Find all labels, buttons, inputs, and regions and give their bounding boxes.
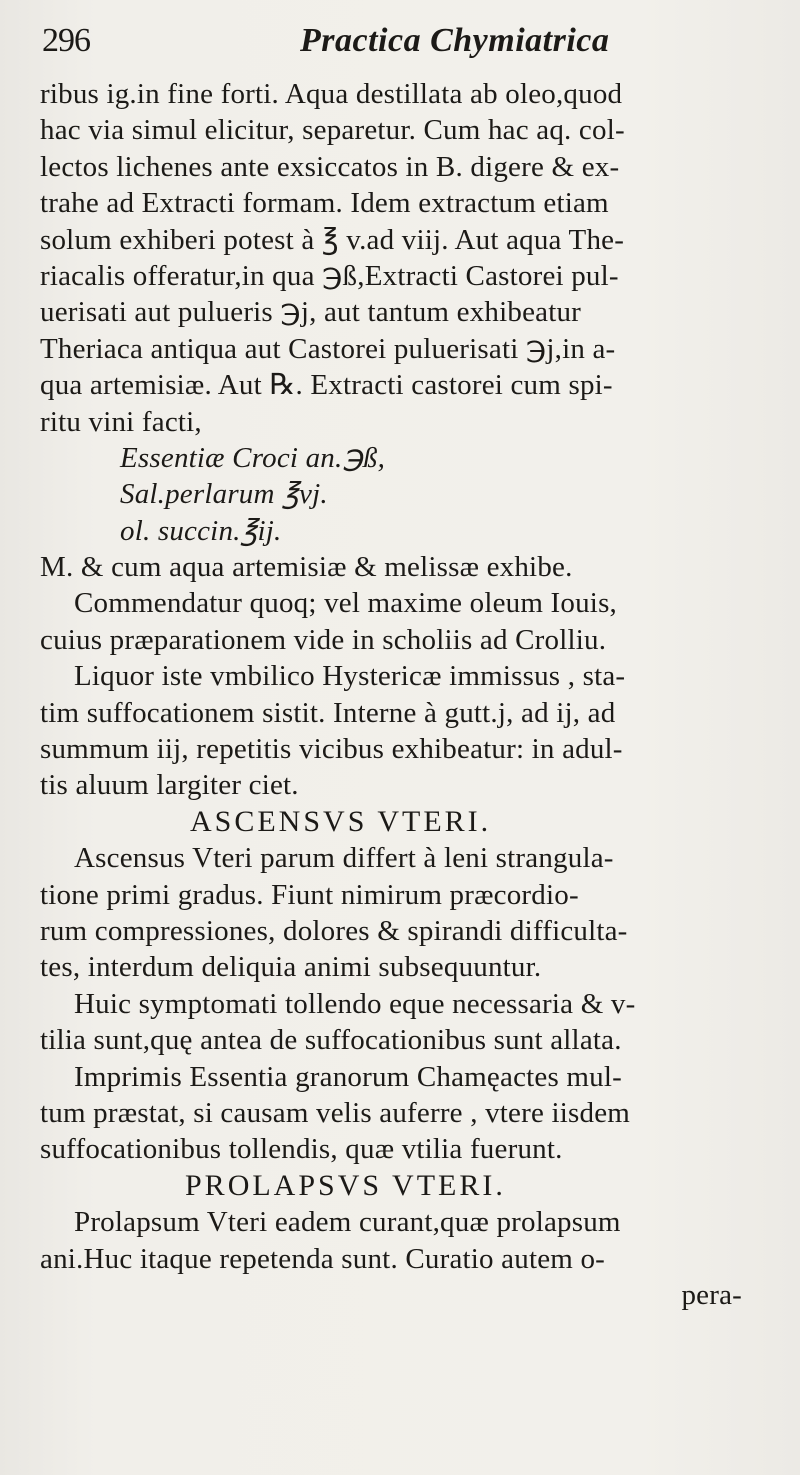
text-line: Ascensus Vteri parum differt à leni strangula- bbox=[74, 842, 614, 875]
text-line: Imprimis Essentia granorum Chamęactes mul- bbox=[74, 1060, 622, 1093]
text-line: M. & cum aqua artemisiæ & melissæ exhibe. bbox=[40, 551, 573, 584]
recipe-line: Sal.perlarum ℥vj. bbox=[120, 478, 328, 511]
text-line: tis aluum largiter ciet. bbox=[40, 769, 299, 802]
text-line: Liquor iste vmbilico Hystericæ immissus , sta- bbox=[74, 660, 626, 693]
text-line: Commendatur quoq; vel maxime oleum Iouis, bbox=[74, 587, 618, 620]
text-line: tes, interdum deliquia animi subsequuntur. bbox=[40, 951, 542, 984]
recipe-line: Essentiæ Croci an.℈ß, bbox=[120, 441, 386, 474]
recipe-line: ol. succin.℥ij. bbox=[120, 514, 282, 547]
text-line: riacalis offeratur,in qua ℈ß,Extracti Castorei pul- bbox=[40, 259, 619, 292]
catchword: pera- bbox=[681, 1278, 742, 1311]
text-line: tum præstat, si causam velis auferre , vtere iisdem bbox=[40, 1096, 631, 1129]
text-line: uerisati aut pulueris ℈j, aut tantum exhibeatur bbox=[40, 296, 582, 329]
text-line: suffocationibus tollendis, quæ vtilia fuerunt. bbox=[40, 1133, 563, 1166]
text-line: Theriaca antiqua aut Castorei puluerisati ℈j,in a- bbox=[40, 332, 616, 365]
text-line: ritu vini facti, bbox=[40, 405, 202, 438]
body-text bbox=[40, 76, 780, 1313]
text-line: cuius præparationem vide in scholiis ad Crolliu. bbox=[40, 623, 607, 656]
running-title: Practica Chymiatrica bbox=[300, 22, 610, 59]
text-line: trahe ad Extracti formam. Idem extractum etiam bbox=[40, 187, 609, 220]
text-line: tione primi gradus. Fiunt nimirum præcordio- bbox=[40, 878, 579, 911]
text-line: Prolapsum Vteri eadem curant,quæ prolapsum bbox=[74, 1206, 621, 1239]
text-line: qua artemisiæ. Aut ℞. Extracti castorei cum spi- bbox=[40, 369, 613, 402]
page-number: 296 bbox=[42, 22, 90, 59]
text-line: tilia sunt,quę antea de suffocationibus sunt allata. bbox=[40, 1024, 622, 1057]
text-line: solum exhiberi potest à ℥ v.ad viij. Aut aqua The- bbox=[40, 223, 625, 256]
section-heading-prolapsus: PROLAPSVS VTERI. bbox=[185, 1168, 506, 1202]
text-line: ani.Huc itaque repetenda sunt. Curatio autem o- bbox=[40, 1242, 606, 1275]
text-line: hac via simul elicitur, separetur. Cum hac aq. col- bbox=[40, 114, 625, 147]
text-line: summum iij, repetitis vicibus exhibeatur: in adul- bbox=[40, 733, 623, 766]
page-header bbox=[40, 8, 780, 78]
text-line: Huic symptomati tollendo eque necessaria & v- bbox=[74, 987, 636, 1020]
text-line: tim suffocationem sistit. Interne à gutt.j, ad ij, ad bbox=[40, 696, 616, 729]
text-line: rum compressiones, dolores & spirandi difficulta- bbox=[40, 914, 628, 947]
text-line: ribus ig.in fine forti. Aqua destillata ab oleo,quod bbox=[40, 78, 623, 110]
text-line: lectos lichenes ante exsiccatos in B. digere & ex- bbox=[40, 150, 620, 183]
section-heading-ascensus: ASCENSVS VTERI. bbox=[190, 804, 492, 838]
